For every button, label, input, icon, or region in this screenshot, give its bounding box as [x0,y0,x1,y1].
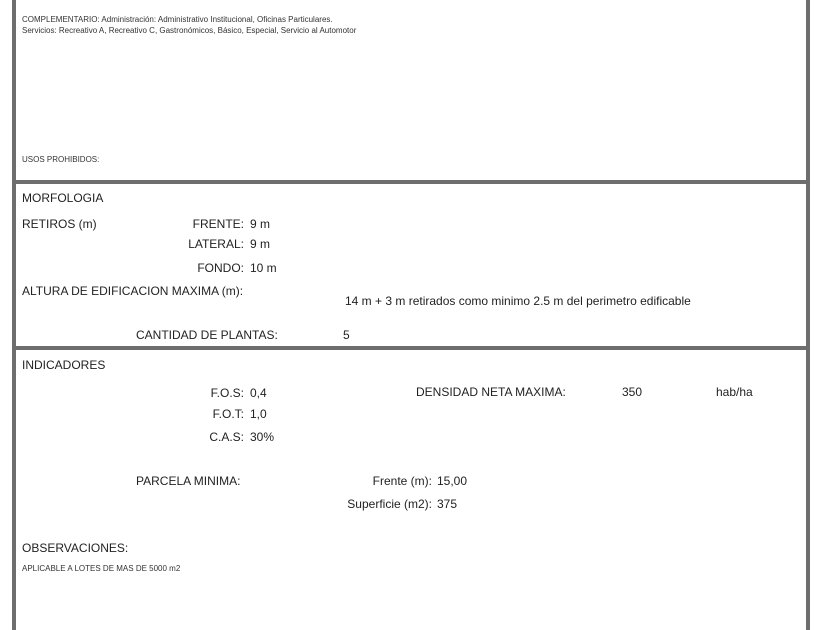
retiro-lateral-value: 9 m [250,237,271,251]
fot-label: F.O.T: [212,407,244,421]
retiro-fondo-label: FONDO: [197,261,244,275]
section-divider [12,180,810,184]
fos-value: 0,4 [250,386,267,400]
cas-label: C.A.S: [209,430,244,444]
parcela-superficie-label: Superficie (m2): [347,497,432,511]
densidad-label: DENSIDAD NETA MAXIMA: [416,385,566,399]
plantas-label: CANTIDAD DE PLANTAS: [136,328,278,342]
document-frame [12,0,810,630]
parcela-superficie-value: 375 [437,497,458,511]
indicadores-title: INDICADORES [22,358,106,372]
parcela-minima-label: PARCELA MINIMA: [136,474,241,488]
observaciones-title: OBSERVACIONES: [22,541,129,555]
fot-value: 1,0 [250,407,267,421]
observaciones-text: APLICABLE A LOTES DE MAS DE 5000 m2 [22,564,181,573]
densidad-value: 350 [622,385,643,399]
retiro-frente-label: FRENTE: [192,217,244,231]
retiro-lateral-label: LATERAL: [188,237,244,251]
fos-label: F.O.S: [210,386,244,400]
retiros-label: RETIROS (m) [22,217,97,231]
cas-value: 30% [250,430,275,444]
usos-prohibidos-label: USOS PROHIBIDOS: [22,155,100,164]
altura-value: 14 m + 3 m retirados como minimo 2.5 m del perimetro edificable [345,294,691,308]
altura-label: ALTURA DE EDIFICACION MAXIMA (m): [22,284,244,298]
parcela-frente-label: Frente (m): [372,474,432,488]
section-divider [12,346,810,350]
morfologia-title: MORFOLOGIA [22,191,104,205]
retiro-fondo-value: 10 m [250,261,277,275]
plantas-value: 5 [343,328,350,342]
usos-complementario-text: COMPLEMENTARIO: Administración: Administrativo Institucional, Oficinas Particulares. [22,15,333,24]
densidad-unit: hab/ha [716,385,753,399]
usos-servicios-text: Servicios: Recreativo A, Recreativo C, Gastronómicos, Básico, Especial, Servicio al Automotor [22,26,357,35]
parcela-frente-value: 15,00 [437,474,468,488]
retiro-frente-value: 9 m [250,217,271,231]
